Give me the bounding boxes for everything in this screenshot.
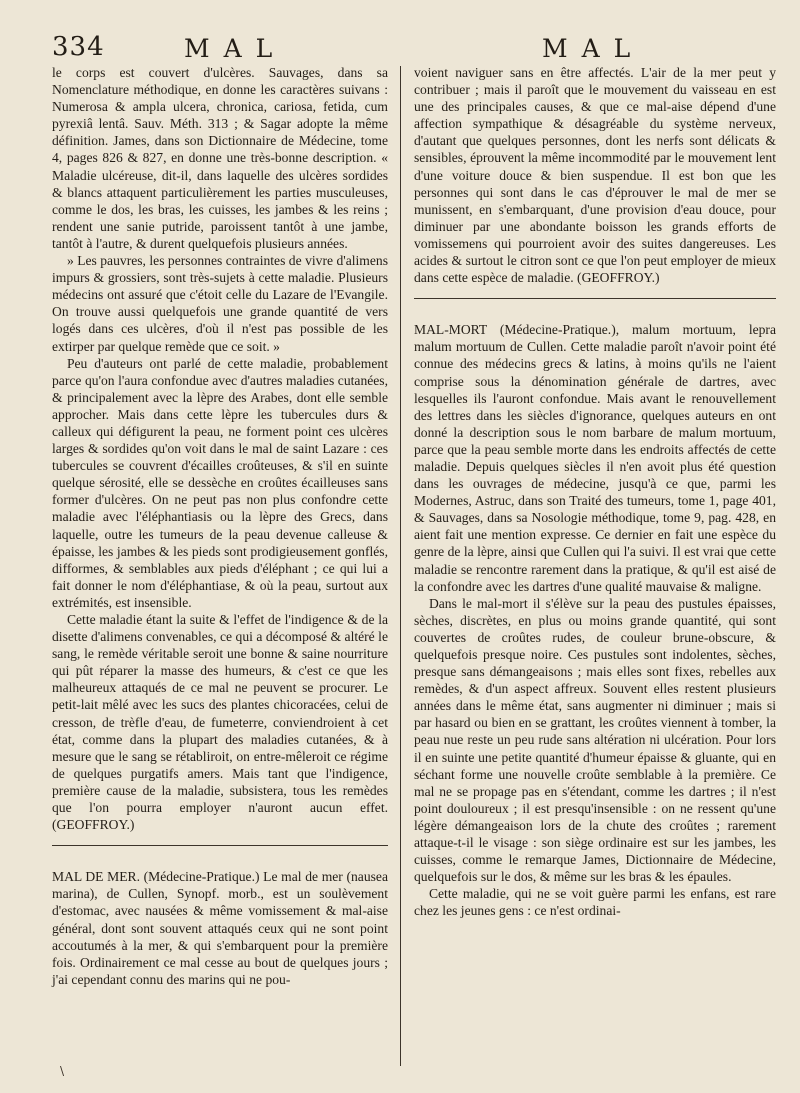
paragraph-lazare-diagnosis: Peu d'auteurs ont parlé de cette maladie, probablement parce qu'on l'aura confondue avec d'autres maladies cutanées, & principalement avec la lèpre des Arabes, dont elle semble approcher. Mais dans cette lèpre les tubercules durs & calleux qui défigurent la peau, ne forment point ces ulcères larges & sordides qu'on voit dans le mal de saint Lazare : ces tubercules se couvrent d'écailles croûteuses, & s'il en suinte quelque sérosité, elle se dessèche en croûtes écailleuses sans former d'ulcères. On ne peut pas non plus confondre cette maladie avec l'éléphantiasis ou la lèpre des Grecs, dans laquelle, outre les tumeurs de la peau devenue calleuse & épaisse, les jambes & les pieds sont prodigieusement gonflés, difformes, & semblables aux pieds d'éléphant ; ce qui lui a fait donner le nom d'éléphantiase, & où la peau, surtout aux extrémités, est insensible. bbox=[52, 355, 388, 610]
paragraph-mal-mort-age: Cette maladie, qui ne se voit guère parmi les enfans, est rare chez les jeunes gens : ce n'est ordinai- bbox=[414, 886, 776, 919]
paragraph-mal-mort-symptoms: Dans le mal-mort il s'élève sur la peau des pustules épaisses, sèches, discrètes, en plus ou moins grande quantité, qui sont couvertes de croûtes rudes, de couleur brune-obscure, & quelquefois presque noire. Ces pustules sont indolentes, sèches, presque sans démangeaisons ; mais elles sont fixes, rebelles aux remèdes, & d'un aspect affreux. Souvent elles restent plusieurs années dans le même état, sans augmenter ni diminuer ; mais si par hasard ou bien en se grattant, les croûtes viennent à tomber, la peau nue reste un peu rude sans altération ni ulcération. Pour lors il en suinte une petite quantité d'humeur épaisse & gluante, qui en séchant forme une nouvelle croûte semblable à la première. Ce mal ne se propage pas en s'étendant, comme les dartres ; il n'est point douloureux ; il est presqu'insensible : on ne ressent qu'une légère démangeaison lors de la chute des croûtes ; rarement attaque-t-il le visage : son siège ordinaire est sur les jambes, les cuisses, comme le remarque James, Dictionnaire de Médecine, quelquefois sur le dos, & même sur les bras & les épaules. bbox=[414, 595, 776, 885]
right-column bbox=[414, 64, 776, 920]
running-head-right: MAL bbox=[542, 34, 645, 63]
page-header bbox=[52, 28, 772, 68]
left-column bbox=[52, 64, 388, 988]
entry-separator bbox=[52, 845, 388, 846]
entry-mal-de-mer: MAL DE MER. (Médecine-Pratique.) Le mal de mer (nausea marina), de Cullen, Synopf. morb., est un soulèvement d'estomac, avec nausées & même vomissement & mal-aise général, dont sont souvent attaqués ceux qui ne sont point accoutumés à la mer, & qui s'embarquent pour la première fois. Ordinairement ce mal cesse au bout de quelques jours ; j'ai cependant connu des marins qui ne pou- bbox=[52, 869, 388, 987]
footer-mark: \ bbox=[60, 1064, 65, 1078]
paragraph-lazare-description: le corps est couvert d'ulcères. Sauvages, dans sa Nomenclature méthodique, en donne les caractères suivans : Numerosa & ampla ulcera, chronica, cariosa, fetida, cum pyrexiâ lentâ. Sauv. Méth. 313 ; & Sagar adopte la même définition. James, dans son Dictionnaire de Médecine, tome 4, pages 826 & 827, en donne une très-bonne description. « Maladie ulcéreuse, dit-il, dans laquelle des ulcères sordides & blancs attaquent particulièrement les parties musculeuses, comme le dos, les bras, les cuisses, les jambes & les reins ; rendent une sanie putride, paroissent tantôt à une jambe, tantôt à l'autre, & durent quelquefois plusieurs années. bbox=[52, 65, 388, 251]
paragraph-lazare-quote: » Les pauvres, les personnes contraintes de vivre d'alimens impurs & grossiers, sont très-sujets à cette maladie. Plusieurs médecins ont assuré que c'étoit celle du Lazare de l'Evangile. On trouve aussi quelquefois une grande quantité de vers logés dans ces ulcères, d'où il n'est pas possible de les extirper par quelque remède que ce soit. » bbox=[52, 253, 388, 354]
column-rule bbox=[400, 66, 401, 1066]
paragraph-lazare-treatment: Cette maladie étant la suite & l'effet de l'indigence & de la disette d'alimens convenables, ce qui a décomposé & altéré le sang, le remède véritable seroit une bonne & saine nourriture qui pût réparer la masse des humeurs, & c'est ce que les malheureux attaqués de ce mal ne peuvent se procurer. Le petit-lait mêlé avec les sucs des plantes chicoracées, celui de cresson, de trèfle d'eau, de fumeterre, conviendroient à cet état, comme dans la plupart des maladies cutanées, & à mesure que le sang se rétabliroit, on entre-mêleroit ce régime de quelques purgatifs amers. Mais tant que l'indigence, première cause de la maladie, subsistera, tous les remèdes que l'on pourra employer n'auront aucun effet. (GEOFFROY.) bbox=[52, 612, 388, 833]
entry-separator bbox=[414, 298, 776, 299]
entry-mal-mort: MAL-MORT (Médecine-Pratique.), malum mortuum, lepra malum mortuum de Cullen. Cette maladie paroît n'avoir point été connue des médecins grecs & latins, à moins qu'ils ne l'aient comprise sous la dénomination générale de dartres, avec lesquelles ils l'auront confondue. Mais avant le renouvellement des lettres dans les siècles d'ignorance, quelques auteurs en ont donné la description sous le nom barbare de malum mortuum, parce que la peau semble morte dans les endroits affectés de cette maladie. Depuis quelques siècles il n'en avoit plus été question dans les ouvrages de médecine, jusqu'à ce que, parmi les Modernes, Astruc, dans son Traité des tumeurs, tome 1, page 401, & Sauvages, dans sa Nosologie méthodique, tome 9, pag. 428, en aient fait une mention expresse. Ce dernier en fait une espèce du genre de la lèpre, ainsi que Cullen qui l'a suivi. Il est vrai que cette maladie se rencontre rarement dans la pratique, & qu'il est aisé de la confondre avec les dartres d'une qualité mauvaise & maligne. bbox=[414, 322, 776, 594]
paragraph-mal-de-mer-continued: voient naviguer sans en être affectés. L'air de la mer peut y contribuer ; mais il paroît que le mouvement du vaisseau en est une des principales causes, & que ce mal-aise dépend d'une affection sympathique & désagréable du système nerveux, d'autant que quelques personnes, dont les nerfs sont délicats & sensibles, éprouvent la même incommodité par le mouvement lent d'une voiture douce & bien suspendue. Il est bon que les personnes qui sont dans le cas d'éprouver le mal de mer se munissent, en s'embarquant, d'une provision d'eau douce, pour diminuer par une abondante boisson les grands efforts de vomissemens qui pourroient avoir des suites dangereuses. Les acides & surtout le citron sont ce que l'on peut employer de mieux dans cette espèce de maladie. (GEOFFROY.) bbox=[414, 65, 776, 286]
running-head-left: MAL bbox=[184, 34, 287, 63]
page-number: 334 bbox=[52, 32, 105, 62]
